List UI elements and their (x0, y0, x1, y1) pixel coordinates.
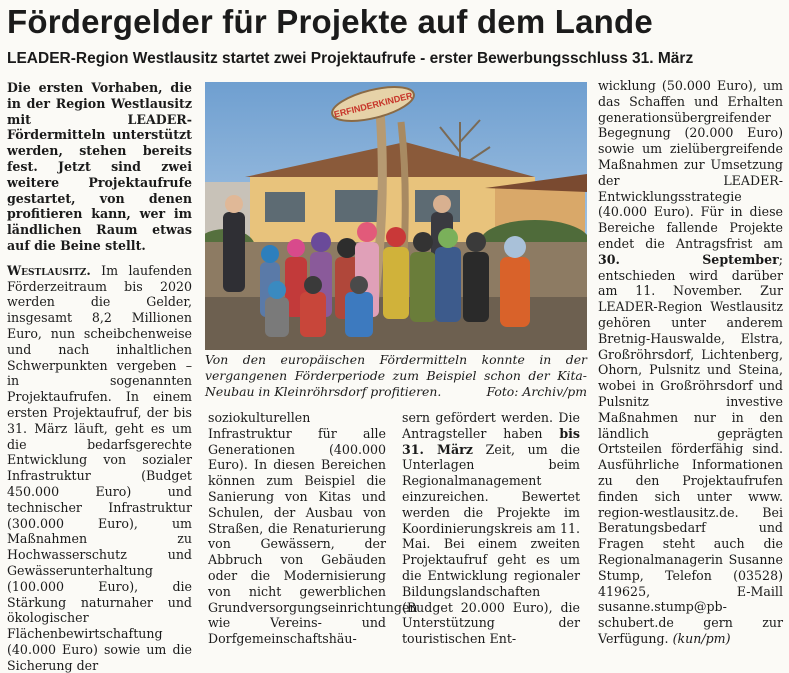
body-paragraph-1 (7, 263, 192, 673)
col3-paragraph (402, 410, 580, 647)
lead-paragraph: Die ersten Vorhaben, die in der Region Westlausitz mit LEADER-Fördermitteln unterstützt werden, stehen bereits fest. Jetzt sind zwei weitere Projektaufrufe gestartet, von denen profitieren kann, wer im ländlichen Raum etwas auf die Beine stellt. (7, 80, 192, 253)
column-4 (598, 78, 783, 647)
dateline: Westlausitz. (7, 262, 91, 278)
deadline-2: 30. September (598, 251, 779, 267)
column-1 (7, 80, 192, 673)
article-photo (205, 82, 587, 350)
col4-paragraph (598, 78, 783, 647)
photo-sign-text: ERFINDERKINDER (332, 90, 414, 120)
column-3 (402, 410, 580, 647)
column-2 (208, 410, 418, 647)
col1-body: Im laufenden Förderzeitraum bis 2020 werden die Gelder, insgesamt 8,2 Millionen Euro, nun scheibchenweise und nach inhaltlichen Schwerpunkten vergeben – in sogenannten Projektaufrufen. In einem ersten Projektaufruf, der bis 31. März läuft, geht es um die bedarfsgerechte Entwicklung von sozialer Infrastruktur (Budget 450.000 Euro) und technischer Infrastruktur (300.000 Euro), um Maßnahmen zu Hochwasserschutz und Gewässerunterhaltung (100.000 Euro), die Stärkung naturnaher und ökologischer Flächenbewirtschaftung (40.000 Euro) sowie um die Sicherung der (7, 262, 192, 673)
deadline-1: bis 31. März (402, 425, 580, 457)
subheadline: LEADER-Region Westlausitz startet zwei Projektaufrufe - erster Bewerbungsschluss 31. März (7, 50, 694, 67)
caption-text: Von den europäischen Fördermitteln konnte in der vergangenen Förderperiode zum Beispiel schon der Kita-Neubau in Kleinröhrsdorf profitieren. (205, 352, 587, 399)
headline: Fördergelder für Projekte auf dem Lande (7, 3, 653, 40)
photo-caption (205, 352, 587, 400)
col4-text-2: ; entschieden wird darüber am 11. November. Zur LEADER-Region Westlausitz gehören unter anderem Bretnig-Hauswalde, Elstra, Großröhrsdorf, Lichtenberg, Ohorn, Pulsnitz und Steina, wobei in Großröhrsdorf und Pulsnitz investive Maßnahmen nur in den ländlich geprägten Ortsteilen förderfähig sind. Ausführliche Informationen zu den Projektaufrufen finden sich unter www. region-westlausitz.de. Bei Beratungsbedarf und Fragen steht auch die Regionalmanagerin Susanne Stump, Telefon (03528) 419625, E-Maill susanne.stump@pb-schubert.de gern zur Verfügung. (598, 251, 783, 646)
photo-credit: Foto: Archiv/pm (486, 384, 587, 399)
kita-children-photo (205, 82, 587, 350)
author-sign: (kun/pm) (672, 630, 731, 646)
col3-text-2: Zeit, um die Unterlagen beim Regionalmanagement einzureichen. Bewertet werden die Projekte im Koordinierungskreis am 11. Mai. Bei einem zweiten Projektaufruf geht es um die Entwicklung regionaler Bildungslandschaften (Budget 20.000 Euro), die Unterstützung der touristischen Ent- (402, 441, 581, 647)
col3-text-1: sern gefördert werden. Die Antragsteller haben (402, 410, 580, 441)
col4-text-1: wicklung (50.000 Euro), um das Schaffen und Erhalten generationsübergreifender Begegnung (20.000 Euro) sowie um zielübergreifende Maßnahmen zur Umsetzung der LEADER-Entwicklungsstrategie (40.000 Euro). Für in diese Bereiche fallende Projekte endet die Antragsfrist am (598, 78, 783, 251)
col2-body: soziokulturellen Infrastruktur für alle Generationen (400.000 Euro). In diesen Bereichen können zum Beispiel die Sanierung von Kitas und Schulen, der Ausbau von Straßen, die Renaturierung von Gewässern, der Abbruch von Gebäuden oder die Modernisierung von nicht gewerblichen Grundversorgungseinrichtungen wie Vereins- und Dorfgemeinschaftshäu- (208, 410, 418, 647)
